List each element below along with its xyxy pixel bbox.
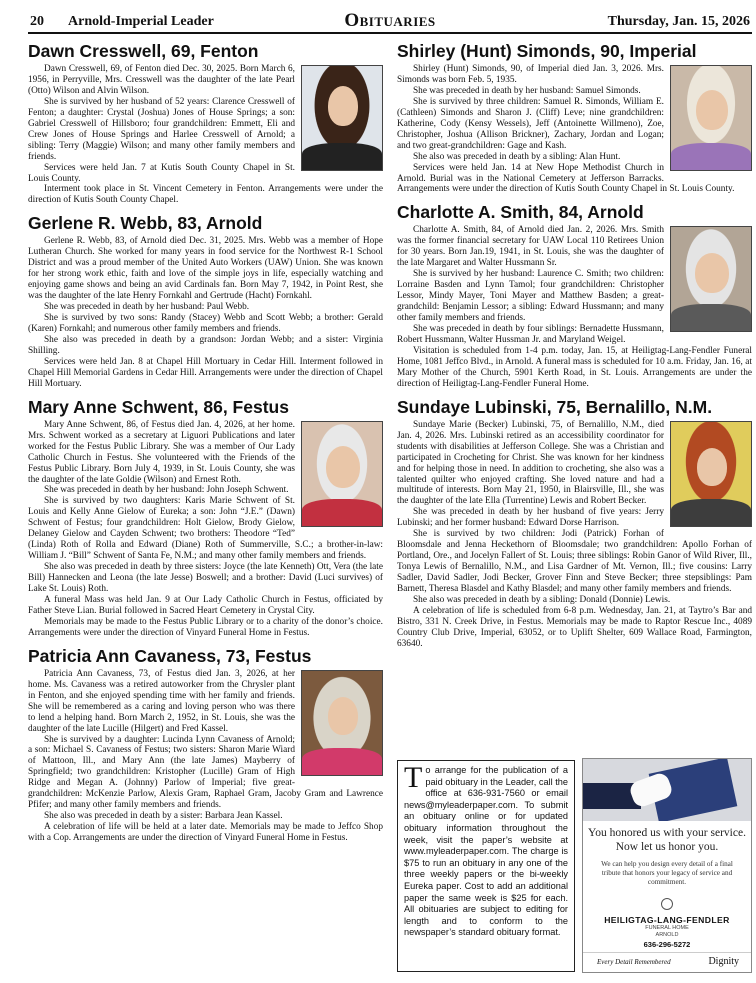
obituary-paragraph: A funeral Mass was held Jan. 9 at Our Lady Catholic Church in Festus, officiated by Father Steve Lian. Burial followed in Sacred Heart Cemetery in Crystal City. — [28, 594, 383, 616]
obituary-paragraph: Charlotte A. Smith, 84, of Arnold died Jan. 2, 2026. Mrs. Smith was the former financial secretary for UAW Local 110 Retirees Union for 30 years. Born Jan.19, 1941, in St. Louis, she was the daughter of the late Margaret and Walter Hussmann Sr. — [397, 225, 664, 269]
obituary-paragraph: Patricia Ann Cavaness, 73, of Festus died Jan. 3, 2026, at her home. Ms. Cavaness was a retired autoworker from the Chrysler plant in Fenton, and she enjoyed spending time with her family and friends. She will be remembered as a caring and loving person who was there to lend a helping hand. Born March 2, 1952, in St. Louis, she was the daughter of the late Lucille (Hilgert) and Fred Kassel. — [28, 668, 295, 734]
obituary-headline: Shirley (Hunt) Simonds, 90, Imperial — [397, 41, 697, 61]
ad-brand: HEILIGTAG-LANG-FENDLER — [604, 915, 730, 925]
obituary-paragraph: Services were held Jan. 7 at Kutis South County Chapel in St. Louis County. — [28, 162, 295, 184]
funeral-home-ad[interactable] — [582, 758, 752, 973]
obituary-paragraph: She also was preceded in death by a sister: Barbara Jean Kassel. — [44, 811, 283, 822]
ad-partner-logo: Dignity — [708, 956, 739, 967]
funeral-home-logo-icon — [583, 897, 751, 915]
obituary-paragraph: She also was preceded in death by a sibling: Donald (Donnie) Lewis. — [413, 594, 671, 605]
portrait-photo — [301, 65, 383, 171]
obituary-paragraph: Dawn Cresswell, 69, of Fenton died Dec. 30, 2025. Born March 6, 1956, in Perryville, Mrs. Cresswell was the daughter of the late Pearl (Otto) Wilson and Alvin Wilson. — [28, 64, 295, 96]
obituary-paragraph: Services were held Jan. 8 at Chapel Hill Mortuary in Cedar Hill. Interment followed in Chapel Hill Memorial Gardens in Cedar Hill. Arrangements were under the direction of Chapel Hill Mortuary. — [28, 356, 383, 389]
masthead — [28, 10, 752, 34]
obituary-paragraph: Visitation is scheduled from 1-4 p.m. today, Jan. 15, at Heiligtag-Lang-Fendler Funeral Home, 1081 Jeffco Blvd., in Arnold. A funeral mass is scheduled for 10 a.m. Friday, Jan. 16, at Mary Mother of the Church, 5901 Kerth Road, in St. Louis. Arrangements are under the direction of Heiligtag-Lang-Fendler Funeral Home. — [397, 345, 752, 389]
obituary-headline: Gerlene R. Webb, 83, Arnold — [28, 213, 263, 234]
obituary-paragraph: She was preceded in death by her husband: Samuel Simonds. — [413, 85, 641, 96]
obituary-webb — [28, 212, 383, 389]
portrait-photo — [670, 226, 752, 332]
obituary-paragraph: Interment took place in St. Vincent Cemetery in Fenton. Arrangements were under the direction of Kutis South County Chapel. — [28, 184, 383, 206]
obituary-smith — [397, 201, 752, 389]
obituary-paragraph: She was preceded in death by her husband: Paul Webb. — [44, 302, 250, 313]
obituary-headline: Patricia Ann Cavaness, 73, Festus — [28, 645, 312, 666]
obituary-paragraph: She is survived by her husband: Laurence C. Smith; two children: Lorraine Basden and Lynn Tamol; four grandchildren: Christopher Lessor, Mindy Mayer, Toni Mayer and Matthew Basden; a great-grandchild: Benjamin Lessor; a sibling: Edward Hussmann; and many other family members and friends. — [397, 269, 664, 324]
obituary-paragraph: She was preceded in death by her husband: John Joseph Schwent. — [44, 485, 289, 496]
obituary-paragraph: She was preceded in death by four siblings: Bernadette Hussmann, Robert Hussmann, Walter Hussman Jr. and Maryland Weigel. — [397, 324, 664, 345]
page-number: 20 — [30, 14, 44, 29]
obituary-paragraph: Sundaye Marie (Becker) Lubinski, 75, of Bernalillo, N.M., died Jan. 4, 2026. Mrs. Lubinski retired as an accessibility coordinator for students with disabilities at Jefferson College. She was a Christian and participated in Crocheting for Christ. She was known for her kindness and for helping those in need. In addition to crocheting, she also was a talented quilter who enjoyed crafting. She loved nature and had a multitude of interests. Born May 21, 1950, in Blairsville, Ill., she was the daughter of the late Ella (Turrentine) Lewis and Robert Becker. — [397, 419, 664, 507]
portrait-photo — [670, 65, 752, 171]
issue-date: Thursday, Jan. 15, 2026 — [607, 14, 750, 29]
obituary-headline: Dawn Cresswell, 69, Fenton — [28, 41, 259, 61]
obituary-paragraph: A celebration of life is scheduled from 6-8 p.m. Wednesday, Jan. 21, at Taytro’s Bar and Bistro, 331 N. Creek Drive, in Festus. Memorials may be made to Raptor Rescue Inc., 4089 Country Club Drive, Imperial, 63052, or to Uplift Shelter, 609 Wallace Road, Farmington, 63640. — [397, 605, 752, 649]
obituary-paragraph: She also was preceded in death by a sibling: Alan Hunt. — [413, 151, 621, 162]
notice-text: o arrange for the publication of a paid obituary in the Leader, call the office at 636-931-7560 or email news@myleaderpaper.com. To submit an obituary online or for updated obituary information throughout the week, visit the paper’s website at www.myleaderpaper.com. The charge is $75 to run an obituary in any one of the three weekly papers or the bi-weekly Eureka paper. Cost to add an additional paper the same week is $25 for each. All obituaries are subject to editing for length and to conform to the newspaper’s standard obituary format. — [404, 765, 568, 938]
obituary-paragraph: A celebration of life will be held at a later date. Memorials may be made to Jeffco Shop with a Cop. Arrangements are under the direction of Vinyard Funeral Home in Festus. — [28, 822, 383, 844]
obituary-simonds — [397, 40, 752, 195]
obituary-paragraph: She was preceded in death by her husband of five years: Jerry Lubinski; and her former husband: Edward Dorse Harrison. — [397, 507, 664, 529]
right-column — [397, 40, 752, 654]
obituary-cavaness — [28, 645, 383, 844]
obituary-paragraph: She also was preceded in death by a grandson: Jordan Webb; and a sister: Virginia Shilling. — [28, 334, 383, 356]
ad-brand-sub-1: FUNERAL HOME — [645, 925, 689, 931]
obituary-paragraph: She is survived by three children: Samuel R. Simonds, William E. (Cathleen) Simonds and Sharon J. (Cliff) Leve; nine grandchildren: Katherine, Cody (Kensy Wessels), Jeff (Antoinette Willmeno), Zoe, Christopher, Joshua (Allison Brickner), Zachary, Jordan and Logan; and two great-grandchildren: Gage and Kash. — [397, 96, 664, 151]
ad-phone[interactable]: 636-296-5272 — [643, 940, 691, 949]
obituary-paragraph: Memorials may be made to the Festus Public Library or to a charity of the donor’s choice. Arrangements were under the direction of Vinyard Funeral Home in Festus. — [28, 616, 383, 638]
ad-tagline: Every Detail Remembered — [597, 958, 671, 966]
ad-headline: You honored us with your service. Now let us honor you. — [588, 827, 746, 853]
obituary-paragraph: Services were held Jan. 14 at New Hope Methodist Church in Arnold. Burial was in the National Cemetery at Jefferson Barracks. Arrangements were under the direction of Kutis South County Chapel in St. Louis County. — [397, 162, 735, 195]
notice-dropcap: T — [404, 761, 423, 794]
paid-obituary-notice — [397, 760, 575, 972]
obituary-paragraph: She also was preceded in death by three sisters: Joyce (the late Kenneth) Ott, Vera (the late Bill) Hannecken and Leona (the late Jesse) Boswell; and a brother: David (Luci survives) of Lake St. Louis) Roth. — [28, 562, 383, 595]
obituary-cresswell — [28, 40, 383, 206]
paper-name: Arnold-Imperial Leader — [68, 14, 214, 29]
obituary-headline: Mary Anne Schwent, 86, Festus — [28, 396, 289, 417]
obituary-paragraph: She is survived by a daughter: Lucinda Lynn Cavaness of Arnold; a son: Michael S. Cavaness of Festus; two sisters: Sharon Marie Wiard of Mattoon, Ill., and Mary Ann (the late James) Mayberry of Springfield; two grandchildren: Kristopher (Lucille) Gram of High Ridge and Megan A. (Johnny) Parlow of Imperial; five great-grandchildren: McKenzie Parlow, Alexis Gram, Raphael Gram, Jacoby Gram and Lawrence Pfifer; and many other family members and friends. — [28, 734, 383, 811]
obituary-paragraph: Mary Anne Schwent, 86, of Festus died Jan. 4, 2026, at her home. Mrs. Schwent worked as a secretary at Liguori Publications and later worked for the Festus Public Library. She was a member of Our Lady Catholic Church in Festus. She volunteered with the Friends of the Festus Public Library. Born July 4, 1939, in St. Louis County, she was the daughter of the late Goldie (Wilson) and Ernest Roth. — [28, 419, 295, 485]
obituary-headline: Charlotte A. Smith, 84, Arnold — [397, 202, 644, 223]
obituary-body — [28, 236, 383, 389]
ad-subtext: We can help you design every detail of a final tribute that honors your legacy of service and commitment. — [601, 860, 733, 886]
section-title: Obituaries — [344, 10, 436, 31]
obituary-paragraph: She is survived by two children: Jodi (Patrick) Forhan of Bloomsdale and Jenna Heckethorn of Bloomsdale; two grandchildren: Apollo Forhan of Portland, Ore., and Jocelyn Fallert of St. Louis; three siblings: Robin Ganor of Wild River, Ill., Tonya Lewis of Bernalillo, N.M., and Lisa Gardner of Mt. Vernon, Ill.; five cousins: Larry Sadler, David Sadler, Jodi Becker, Grover Finn and Steve Becker; three stepsiblings: Pam Barnett, Theresa Blasdel and Kathy Blasdel; and many other family members and friends. — [397, 529, 752, 595]
ad-footer — [583, 952, 751, 972]
flag-illustration — [583, 759, 751, 821]
left-column — [28, 40, 383, 848]
obituary-paragraph: She is survived by two sons: Randy (Stacey) Webb and Scott Webb; a brother: Gerald (Karen) Fornkahl; and numerous other family members and friends. — [28, 313, 383, 335]
portrait-photo — [670, 421, 752, 527]
obituary-lubinski — [397, 396, 752, 650]
ad-brand-sub-2: ARNOLD — [655, 932, 679, 938]
obituary-paragraph: Gerlene R. Webb, 83, of Arnold died Dec. 31, 2025. Mrs. Webb was a member of Hope Lutheran Church. She worked for many years in food service for the Northwest R-1 School District and was a proud member of the United Auto Workers (UAW) Union. She was known for her strong work ethic, faith and love of the simple joys in life, especially watching and enjoying game shows and being an avid Cardinals fan. Born May 7, 1942, in Point Rest, she was the daughter of the late Henry Fornkahl and Gertrude (Hacht) Fornkahl. — [28, 236, 383, 302]
obituary-paragraph: Shirley (Hunt) Simonds, 90, of Imperial died Jan. 3, 2026. Mrs. Simonds was born Feb. 5, 1935. — [397, 64, 664, 85]
obituary-paragraph: She is survived by her husband of 52 years: Clarence Cresswell of Fenton; a daughter: Crystal (Joshua) Jones of House Springs; a son: Gabriel Cresswell of Hillsboro; four grandchildren: Emmett, Eli and Crew Jones of House Springs and Harlee Cresswell of Arnold; a sibling: Terry (Maggie) Wilson; and many other family members and friends. — [28, 96, 295, 162]
obituary-schwent — [28, 396, 383, 639]
obituary-headline: Sundaye Lubinski, 75, Bernalillo, N.M. — [397, 396, 713, 417]
obituary-paragraph: She is survived by two daughters: Karis Marie Schwent of St. Louis and Kelly Anne Gielow of Eureka; a son: John “J.E.” (Dawn) Schwent of Festus; four grandchildren: Holt Gielow, Brody Gielow, Delaney Gielow and Cayden Schwent; two brothers: Theodore “Ted” (Linda) Roth of Rolla and Edward (Diane) Roth of Summerville, S.C.; a brother-in-law: William J. “Bill” Schwent of Santa Fe, N.M.; and many other family members and friends. — [28, 496, 383, 562]
portrait-photo — [301, 670, 383, 776]
portrait-photo — [301, 421, 383, 527]
